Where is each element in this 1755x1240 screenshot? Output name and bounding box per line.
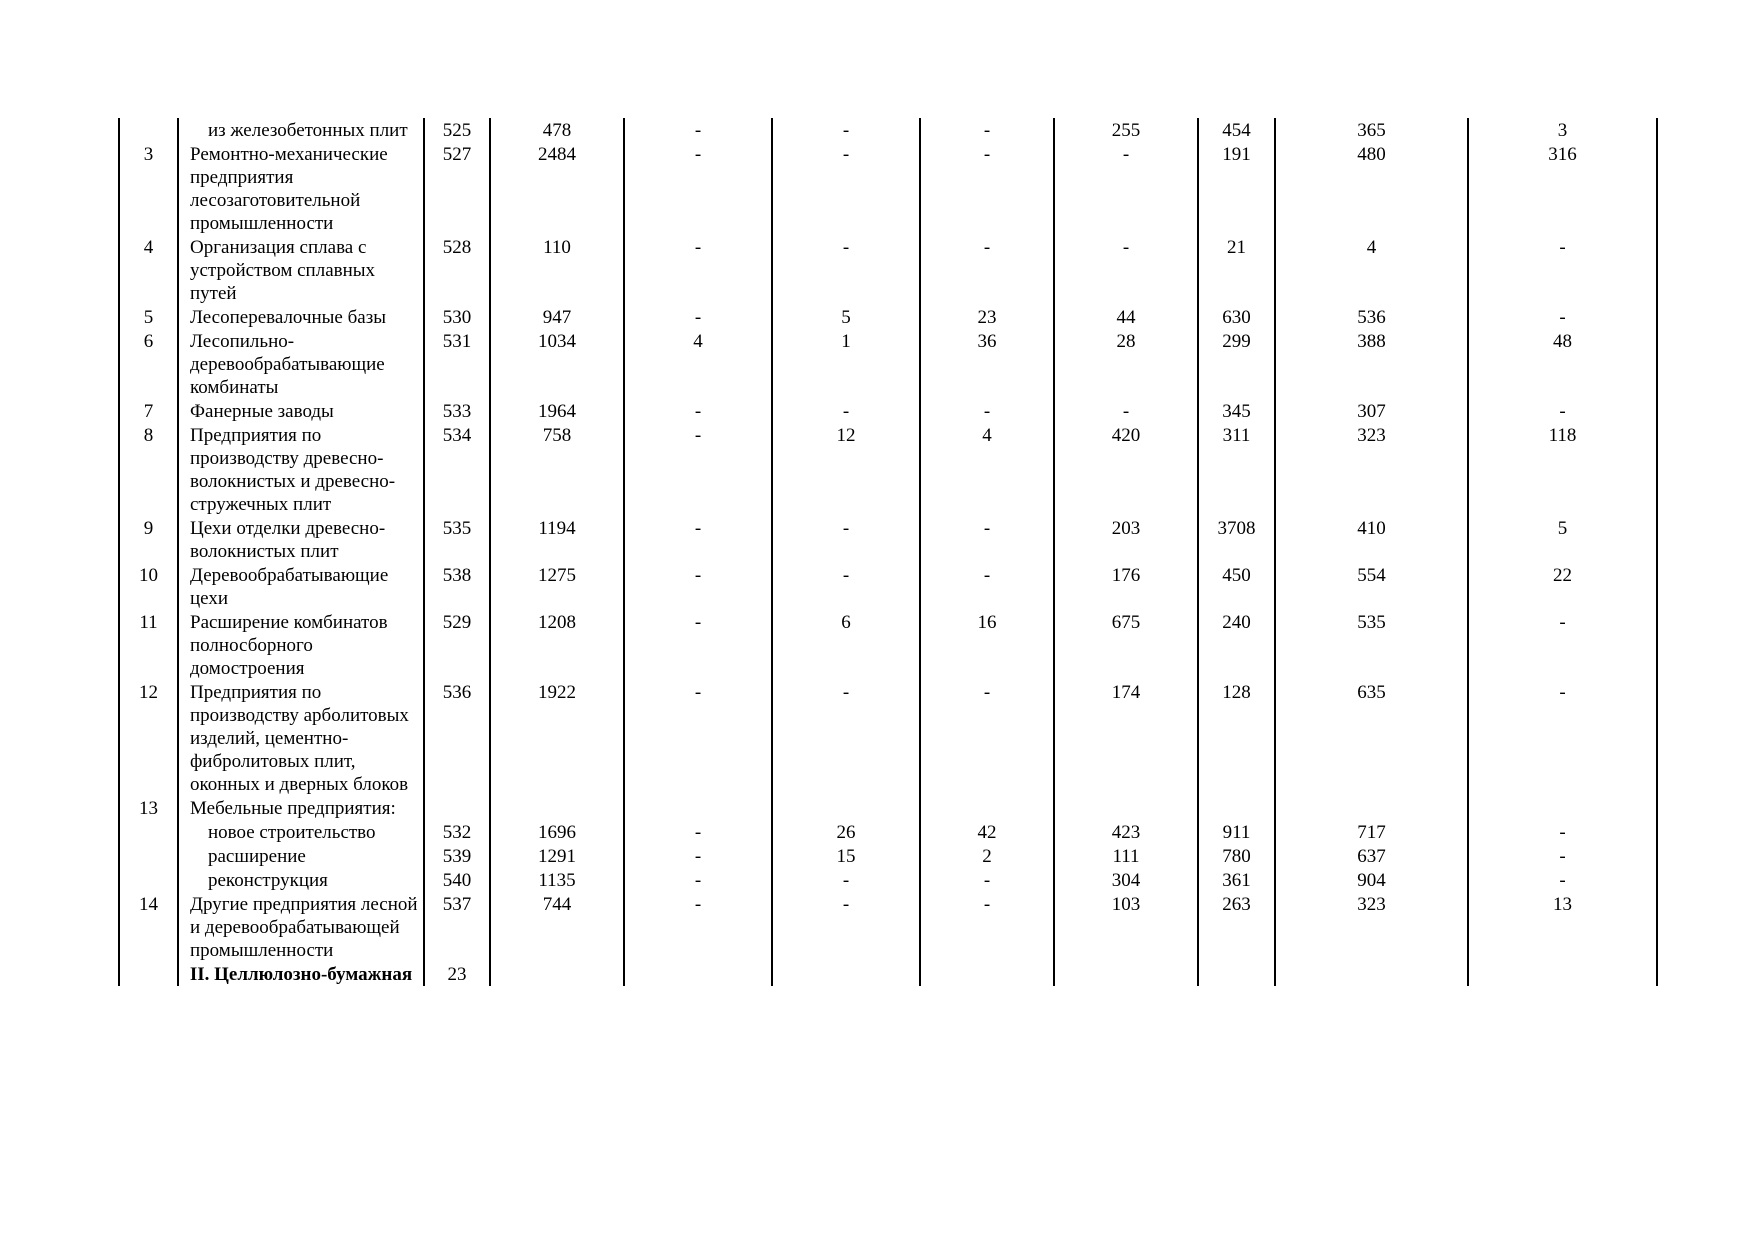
col-d-cell: 675 bbox=[1054, 610, 1198, 680]
col-d-cell: - bbox=[1054, 142, 1198, 235]
col-e-cell bbox=[1198, 796, 1275, 820]
row-number-cell bbox=[119, 868, 178, 892]
enterprise-name-cell: Ремонтно-механические предприятия лесозаготовительной промышленности bbox=[178, 142, 424, 235]
col-total-cell: 947 bbox=[490, 305, 624, 329]
col-b-cell bbox=[772, 962, 920, 986]
row-number-cell: 12 bbox=[119, 680, 178, 796]
code-cell bbox=[424, 796, 490, 820]
col-c-cell: 42 bbox=[920, 820, 1054, 844]
col-f-cell: 365 bbox=[1275, 118, 1468, 142]
row-number-cell: 3 bbox=[119, 142, 178, 235]
row-number-cell bbox=[119, 820, 178, 844]
col-g-cell: - bbox=[1468, 680, 1657, 796]
col-total-cell: 1034 bbox=[490, 329, 624, 399]
col-g-cell: 22 bbox=[1468, 563, 1657, 610]
code-cell: 532 bbox=[424, 820, 490, 844]
col-a-cell: - bbox=[624, 399, 772, 423]
col-c-cell: - bbox=[920, 235, 1054, 305]
col-f-cell: 637 bbox=[1275, 844, 1468, 868]
col-b-cell: - bbox=[772, 680, 920, 796]
col-f-cell: 536 bbox=[1275, 305, 1468, 329]
col-g-cell: 13 bbox=[1468, 892, 1657, 962]
col-a-cell: - bbox=[624, 680, 772, 796]
col-e-cell: 311 bbox=[1198, 423, 1275, 516]
enterprise-name-cell: Предприятия по производству древесно-волокнистых и древесно-стружечных плит bbox=[178, 423, 424, 516]
row-number-cell bbox=[119, 844, 178, 868]
col-d-cell: 176 bbox=[1054, 563, 1198, 610]
col-a-cell bbox=[624, 962, 772, 986]
row-number-cell: 10 bbox=[119, 563, 178, 610]
table-row bbox=[119, 563, 1657, 610]
code-cell: 535 bbox=[424, 516, 490, 563]
row-number-cell: 7 bbox=[119, 399, 178, 423]
col-f-cell: 307 bbox=[1275, 399, 1468, 423]
col-c-cell bbox=[920, 796, 1054, 820]
col-a-cell: - bbox=[624, 118, 772, 142]
col-a-cell: - bbox=[624, 868, 772, 892]
col-total-cell: 110 bbox=[490, 235, 624, 305]
col-total-cell: 758 bbox=[490, 423, 624, 516]
col-e-cell: 450 bbox=[1198, 563, 1275, 610]
col-a-cell: - bbox=[624, 516, 772, 563]
col-a-cell: - bbox=[624, 610, 772, 680]
col-d-cell: 174 bbox=[1054, 680, 1198, 796]
table-row bbox=[119, 680, 1657, 796]
row-number-cell: 14 bbox=[119, 892, 178, 962]
col-d-cell: 420 bbox=[1054, 423, 1198, 516]
col-d-cell: - bbox=[1054, 399, 1198, 423]
col-f-cell bbox=[1275, 796, 1468, 820]
col-g-cell: - bbox=[1468, 399, 1657, 423]
col-total-cell bbox=[490, 796, 624, 820]
col-f-cell: 717 bbox=[1275, 820, 1468, 844]
code-cell: 537 bbox=[424, 892, 490, 962]
code-cell: 23 bbox=[424, 962, 490, 986]
code-cell: 529 bbox=[424, 610, 490, 680]
enterprise-name-cell: из железобетонных плит bbox=[178, 118, 424, 142]
col-f-cell: 554 bbox=[1275, 563, 1468, 610]
col-a-cell bbox=[624, 796, 772, 820]
code-cell: 539 bbox=[424, 844, 490, 868]
col-a-cell: - bbox=[624, 235, 772, 305]
col-b-cell: - bbox=[772, 563, 920, 610]
col-e-cell: 21 bbox=[1198, 235, 1275, 305]
data-table bbox=[118, 118, 1658, 986]
col-e-cell: 128 bbox=[1198, 680, 1275, 796]
col-d-cell: 28 bbox=[1054, 329, 1198, 399]
col-b-cell bbox=[772, 796, 920, 820]
col-total-cell: 1194 bbox=[490, 516, 624, 563]
col-e-cell: 345 bbox=[1198, 399, 1275, 423]
enterprise-name-cell: Деревообрабатывающие цехи bbox=[178, 563, 424, 610]
col-d-cell: 103 bbox=[1054, 892, 1198, 962]
enterprise-name-cell: Мебельные предприятия: bbox=[178, 796, 424, 820]
col-g-cell: - bbox=[1468, 844, 1657, 868]
table-row bbox=[119, 820, 1657, 844]
col-total-cell: 2484 bbox=[490, 142, 624, 235]
table-row bbox=[119, 142, 1657, 235]
table-row bbox=[119, 962, 1657, 986]
col-a-cell: - bbox=[624, 892, 772, 962]
col-d-cell bbox=[1054, 796, 1198, 820]
enterprise-name-cell: Фанерные заводы bbox=[178, 399, 424, 423]
code-cell: 531 bbox=[424, 329, 490, 399]
table-row bbox=[119, 423, 1657, 516]
col-c-cell: - bbox=[920, 680, 1054, 796]
code-cell: 528 bbox=[424, 235, 490, 305]
col-g-cell: - bbox=[1468, 868, 1657, 892]
col-total-cell: 1696 bbox=[490, 820, 624, 844]
col-c-cell: - bbox=[920, 118, 1054, 142]
col-c-cell: - bbox=[920, 142, 1054, 235]
col-d-cell: 203 bbox=[1054, 516, 1198, 563]
table-row bbox=[119, 844, 1657, 868]
col-b-cell: 1 bbox=[772, 329, 920, 399]
enterprise-name-cell: Предприятия по производству арболитовых изделий, цементно-фибролитовых плит, оконных и дверных блоков bbox=[178, 680, 424, 796]
row-number-cell: 11 bbox=[119, 610, 178, 680]
code-cell: 538 bbox=[424, 563, 490, 610]
col-b-cell: 15 bbox=[772, 844, 920, 868]
col-g-cell: 316 bbox=[1468, 142, 1657, 235]
col-e-cell: 299 bbox=[1198, 329, 1275, 399]
col-f-cell: 410 bbox=[1275, 516, 1468, 563]
table-row bbox=[119, 329, 1657, 399]
enterprise-name-cell: Расширение комбинатов полносборного домостроения bbox=[178, 610, 424, 680]
enterprise-name-cell: Лесопильно-деревообрабатывающие комбинаты bbox=[178, 329, 424, 399]
table-body bbox=[119, 118, 1657, 986]
row-number-cell: 4 bbox=[119, 235, 178, 305]
row-number-cell bbox=[119, 118, 178, 142]
enterprise-name-cell: расширение bbox=[178, 844, 424, 868]
col-total-cell: 1964 bbox=[490, 399, 624, 423]
col-a-cell: - bbox=[624, 423, 772, 516]
table-row bbox=[119, 868, 1657, 892]
enterprise-name-cell: новое строительство bbox=[178, 820, 424, 844]
col-g-cell: 3 bbox=[1468, 118, 1657, 142]
col-total-cell: 1275 bbox=[490, 563, 624, 610]
enterprise-name-cell: Другие предприятия лесной и деревообрабатывающей промышленности bbox=[178, 892, 424, 962]
col-e-cell: 361 bbox=[1198, 868, 1275, 892]
col-a-cell: - bbox=[624, 142, 772, 235]
row-number-cell: 13 bbox=[119, 796, 178, 820]
col-d-cell bbox=[1054, 962, 1198, 986]
col-d-cell: 44 bbox=[1054, 305, 1198, 329]
col-total-cell: 1922 bbox=[490, 680, 624, 796]
row-number-cell: 6 bbox=[119, 329, 178, 399]
col-b-cell: 12 bbox=[772, 423, 920, 516]
col-c-cell: 2 bbox=[920, 844, 1054, 868]
col-g-cell: - bbox=[1468, 235, 1657, 305]
col-d-cell: - bbox=[1054, 235, 1198, 305]
table-row bbox=[119, 235, 1657, 305]
col-e-cell: 191 bbox=[1198, 142, 1275, 235]
col-c-cell: - bbox=[920, 868, 1054, 892]
col-e-cell: 454 bbox=[1198, 118, 1275, 142]
col-c-cell: - bbox=[920, 399, 1054, 423]
row-number-cell bbox=[119, 962, 178, 986]
section-heading-cell: II. Целлюлозно-бумажная bbox=[178, 962, 424, 986]
enterprise-name-cell: реконструкция bbox=[178, 868, 424, 892]
col-total-cell: 1135 bbox=[490, 868, 624, 892]
col-d-cell: 255 bbox=[1054, 118, 1198, 142]
col-b-cell: - bbox=[772, 399, 920, 423]
col-b-cell: - bbox=[772, 118, 920, 142]
col-total-cell bbox=[490, 962, 624, 986]
col-total-cell: 478 bbox=[490, 118, 624, 142]
row-number-cell: 8 bbox=[119, 423, 178, 516]
col-f-cell: 480 bbox=[1275, 142, 1468, 235]
enterprise-name-cell: Цехи отделки древесно-волокнистых плит bbox=[178, 516, 424, 563]
code-cell: 533 bbox=[424, 399, 490, 423]
col-e-cell: 263 bbox=[1198, 892, 1275, 962]
code-cell: 534 bbox=[424, 423, 490, 516]
col-c-cell: 4 bbox=[920, 423, 1054, 516]
col-a-cell: - bbox=[624, 820, 772, 844]
col-c-cell: - bbox=[920, 892, 1054, 962]
col-c-cell: 23 bbox=[920, 305, 1054, 329]
col-f-cell: 635 bbox=[1275, 680, 1468, 796]
col-e-cell: 240 bbox=[1198, 610, 1275, 680]
col-f-cell: 535 bbox=[1275, 610, 1468, 680]
col-c-cell bbox=[920, 962, 1054, 986]
col-e-cell: 3708 bbox=[1198, 516, 1275, 563]
col-e-cell: 630 bbox=[1198, 305, 1275, 329]
enterprise-name-cell: Организация сплава с устройством сплавных путей bbox=[178, 235, 424, 305]
col-f-cell: 904 bbox=[1275, 868, 1468, 892]
col-a-cell: - bbox=[624, 563, 772, 610]
col-e-cell bbox=[1198, 962, 1275, 986]
col-f-cell: 323 bbox=[1275, 423, 1468, 516]
col-g-cell: - bbox=[1468, 610, 1657, 680]
col-a-cell: - bbox=[624, 844, 772, 868]
col-total-cell: 744 bbox=[490, 892, 624, 962]
col-g-cell: 48 bbox=[1468, 329, 1657, 399]
col-c-cell: 36 bbox=[920, 329, 1054, 399]
col-d-cell: 423 bbox=[1054, 820, 1198, 844]
col-g-cell: 5 bbox=[1468, 516, 1657, 563]
col-c-cell: 16 bbox=[920, 610, 1054, 680]
code-cell: 527 bbox=[424, 142, 490, 235]
col-b-cell: - bbox=[772, 892, 920, 962]
table-row bbox=[119, 610, 1657, 680]
enterprise-name-cell: Лесоперевалочные базы bbox=[178, 305, 424, 329]
col-e-cell: 911 bbox=[1198, 820, 1275, 844]
row-number-cell: 5 bbox=[119, 305, 178, 329]
col-b-cell: - bbox=[772, 142, 920, 235]
col-b-cell: 26 bbox=[772, 820, 920, 844]
code-cell: 540 bbox=[424, 868, 490, 892]
col-b-cell: - bbox=[772, 516, 920, 563]
code-cell: 536 bbox=[424, 680, 490, 796]
col-f-cell bbox=[1275, 962, 1468, 986]
col-total-cell: 1208 bbox=[490, 610, 624, 680]
col-b-cell: - bbox=[772, 235, 920, 305]
table-row bbox=[119, 796, 1657, 820]
col-b-cell: 6 bbox=[772, 610, 920, 680]
col-a-cell: 4 bbox=[624, 329, 772, 399]
code-cell: 525 bbox=[424, 118, 490, 142]
col-f-cell: 388 bbox=[1275, 329, 1468, 399]
code-cell: 530 bbox=[424, 305, 490, 329]
col-total-cell: 1291 bbox=[490, 844, 624, 868]
col-f-cell: 323 bbox=[1275, 892, 1468, 962]
col-b-cell: 5 bbox=[772, 305, 920, 329]
col-g-cell: - bbox=[1468, 820, 1657, 844]
col-b-cell: - bbox=[772, 868, 920, 892]
row-number-cell: 9 bbox=[119, 516, 178, 563]
table-row bbox=[119, 892, 1657, 962]
table-row bbox=[119, 305, 1657, 329]
col-g-cell: - bbox=[1468, 305, 1657, 329]
col-g-cell bbox=[1468, 796, 1657, 820]
col-e-cell: 780 bbox=[1198, 844, 1275, 868]
table-row bbox=[119, 516, 1657, 563]
col-a-cell: - bbox=[624, 305, 772, 329]
col-c-cell: - bbox=[920, 516, 1054, 563]
col-d-cell: 304 bbox=[1054, 868, 1198, 892]
table-row bbox=[119, 399, 1657, 423]
col-c-cell: - bbox=[920, 563, 1054, 610]
col-d-cell: 111 bbox=[1054, 844, 1198, 868]
col-g-cell: 118 bbox=[1468, 423, 1657, 516]
col-g-cell bbox=[1468, 962, 1657, 986]
col-f-cell: 4 bbox=[1275, 235, 1468, 305]
table-row bbox=[119, 118, 1657, 142]
